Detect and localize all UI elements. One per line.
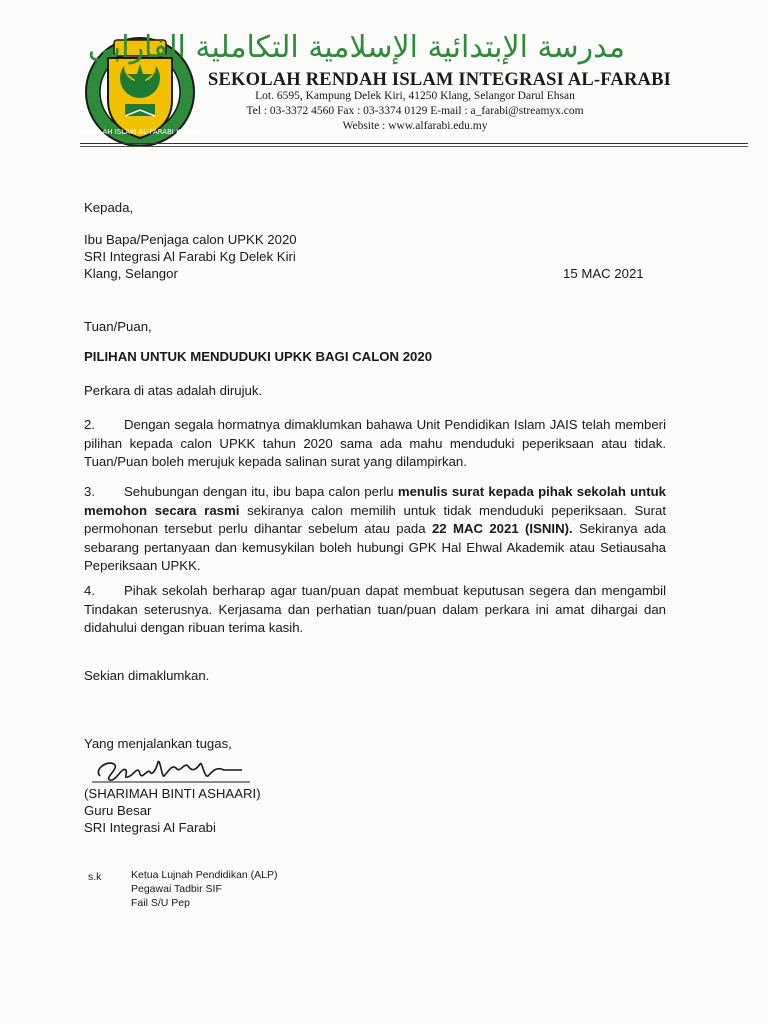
paragraph-text: Dengan segala hormatnya dimaklumkan bahawa Unit Pendidikan Islam JAIS telah memberi pilihan kepada calon UPKK tahun 2020 sama ada mahu menduduki peperiksaan atau tidak. Tuan/Puan boleh merujuk kepada salinan surat yang dilampirkan. <box>84 417 666 470</box>
letter-date: 15 MAC 2021 <box>563 266 644 281</box>
paragraph-text: sekiranya calon memilih untuk tidak menduduki peperiksaan. Surat permohonan tersebut perlu dihantar sebelum atau pada <box>84 502 666 537</box>
signer-title: Guru Besar <box>84 803 152 818</box>
handwritten-signature <box>92 752 252 786</box>
paragraph-number: 4. <box>84 583 95 598</box>
cc-item: Pegawai Tadbir SIF <box>131 883 222 895</box>
cc-label: s.k <box>88 871 102 883</box>
logo-ring-text: SEKOLAH ISLAM AL-FARABI KLANG <box>80 128 200 136</box>
arabic-school-name: مدرسة الإبتدائية الإسلامية التكاملية الفارابي <box>87 30 625 65</box>
closing: Sekian dimaklumkan. <box>84 668 210 683</box>
recipient-line: SRI Integrasi Al Farabi Kg Delek Kiri <box>84 249 296 264</box>
paragraph-1: Perkara di atas adalah dirujuk. <box>84 383 263 398</box>
paragraph-4 <box>84 582 666 638</box>
school-name: SEKOLAH RENDAH ISLAM INTEGRASI AL-FARABI <box>208 70 672 90</box>
letterhead-rule-thin <box>80 146 748 147</box>
letter-subject: PILIHAN UNTUK MENDUDUKI UPKK BAGI CALON 2020 <box>84 349 433 364</box>
letterhead-rule <box>80 143 748 144</box>
cc-item: Ketua Lujnah Pendidikan (ALP) <box>131 869 278 881</box>
recipient-line: Ibu Bapa/Penjaga calon UPKK 2020 <box>84 232 297 247</box>
paragraph-text: Sekiranya ada sebarang pertanyaan dan kemusykilan boleh hubungi GPK Hal Ehwal Akademik atau Setiausaha Peperiksaan UPKK. <box>84 521 666 574</box>
paragraph-3 <box>84 483 666 576</box>
paragraph-number: 3. <box>84 484 95 499</box>
signoff: Yang menjalankan tugas, <box>84 736 232 751</box>
deadline-date: 22 MAC 2021 (ISNIN). <box>431 521 573 537</box>
recipient-label: Kepada, <box>84 200 134 215</box>
school-contact: Tel : 03-3372 4560 Fax : 03-3374 0129 E-mail : a_farabi@streamyx.com <box>246 105 584 117</box>
paragraph-emphasis: menulis surat kepada pihak sekolah untuk memohon secara rasmi <box>84 484 666 518</box>
paragraph-text: Pihak sekolah berharap agar tuan/puan dapat membuat keputusan segera dan mengambil Tindakan seterusnya. Kerjasama dan perhatian tuan/puan dalam perkara ini amat dihargai dan didahului dengan ribuan terima kasih. <box>84 583 666 636</box>
paragraph-2 <box>84 416 666 472</box>
school-address: Lot. 6595, Kampung Delek Kiri, 41250 Klang, Selangor Darul Ehsan <box>255 90 575 102</box>
paragraph-text: Sehubungan dengan itu, ibu bapa calon perlu <box>124 484 398 499</box>
signer-name: (SHARIMAH BINTI ASHAARI) <box>84 786 261 801</box>
school-website: Website : www.alfarabi.edu.my <box>342 120 488 132</box>
recipient-line: Klang, Selangor <box>84 266 178 281</box>
signer-organization: SRI Integrasi Al Farabi <box>84 820 216 835</box>
paragraph-number: 2. <box>84 417 95 432</box>
cc-item: Fail S/U Pep <box>131 897 190 909</box>
salutation: Tuan/Puan, <box>84 319 152 334</box>
